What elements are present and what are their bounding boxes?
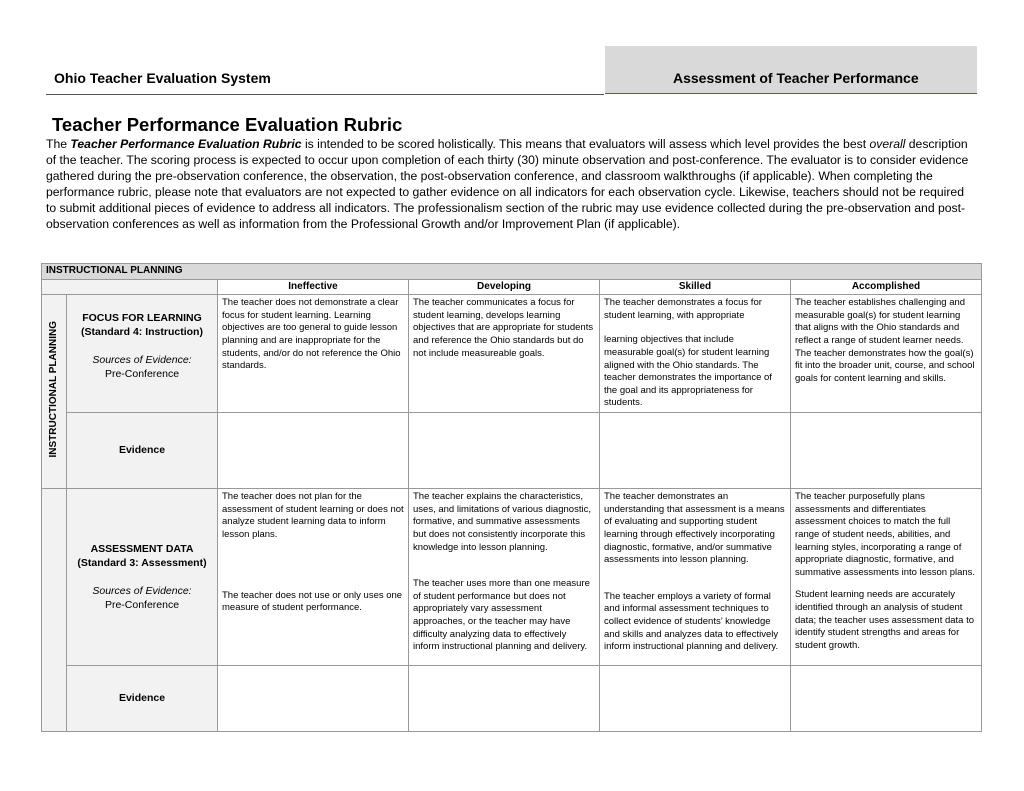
- assessment-accomplished: [791, 489, 982, 666]
- level-ineffective: Ineffective: [218, 279, 409, 295]
- vertical-section-label: [42, 295, 67, 489]
- assessment-ineffective-a: The teacher does not plan for the assessment of student learning or does not analyze student learning data to inform lesson plans.: [222, 491, 404, 540]
- focus-skilled: [600, 295, 791, 413]
- header-right: [605, 46, 977, 94]
- vertical-section-text: INSTRUCTIONAL PLANNING: [47, 321, 59, 458]
- focus-label: [67, 295, 218, 413]
- focus-developing: The teacher communicates a focus for student learning, develops learning objectives that are appropriate for students and reference the Ohio standards but do not include measureable goals.: [409, 295, 600, 413]
- focus-evidence-accomplished[interactable]: [791, 413, 982, 489]
- level-skilled: Skilled: [600, 279, 791, 295]
- vertical-section-label-2: [42, 489, 67, 732]
- assessment-row: [42, 489, 982, 666]
- header-left: [46, 62, 604, 95]
- intro-paragraph: [46, 137, 974, 232]
- page-title: Teacher Performance Evaluation Rubric: [52, 114, 403, 135]
- assessment-ineffective: [218, 489, 409, 666]
- focus-evidence-row: [42, 413, 982, 489]
- intro-text-2: is intended to be scored holistically. This means that evaluators will assess which level provides the best: [301, 137, 870, 151]
- assessment-evidence-developing[interactable]: [409, 666, 600, 732]
- assessment-accomplished-b: Student learning needs are accurately identified through an analysis of student data; the teacher uses assessment data to identify student strengths and areas for student growth.: [795, 589, 975, 651]
- assessment-skilled-a: The teacher demonstrates an understanding that assessment is a means of evaluating and supporting student learning through effectively incorporating diagnostic, formative, and/or summative assessments into lesson planning.: [604, 491, 785, 566]
- assessment-sources-label: Sources of Evidence:: [92, 585, 192, 598]
- assessment-evidence-row: [42, 666, 982, 732]
- focus-row: [42, 295, 982, 413]
- assessment-sources-value: Pre-Conference: [104, 599, 180, 612]
- assessment-standard: (Standard 3: Assessment): [77, 557, 207, 570]
- assessment-accomplished-a: The teacher purposefully plans assessments and differentiates assessment choices to match the full range of student needs, abilities, and learning styles, incorporating a range of appropriate diagnostic, formative, and summative assessments into lesson plans.: [795, 491, 976, 578]
- assessment-evidence-accomplished[interactable]: [791, 666, 982, 732]
- assessment-evidence-label: Evidence: [67, 666, 218, 732]
- intro-overall: overall: [869, 137, 906, 151]
- focus-accomplished: The teacher establishes challenging and measurable goal(s) for student learning that aligns with the Ohio standards and reflect a range of student learner needs. The teacher demonstrates how the goal(s) fit into the broader unit, course, and school goals for content learning and skills.: [791, 295, 982, 413]
- focus-sources-value: Pre-Conference: [104, 368, 180, 381]
- assessment-skilled: [600, 489, 791, 666]
- section-title: INSTRUCTIONAL PLANNING: [42, 264, 982, 280]
- assessment-name: ASSESSMENT DATA: [90, 543, 194, 556]
- focus-name: FOCUS FOR LEARNING: [82, 312, 202, 325]
- assessment-developing-a: The teacher explains the characteristics, uses, and limitations of various diagnostic, formative, and summative assessments but does not consistently incorporate this knowledge into lesson planning.: [413, 491, 591, 553]
- assessment-developing: [409, 489, 600, 666]
- intro-rubric-name: Teacher Performance Evaluation Rubric: [70, 137, 302, 151]
- assessment-title: Assessment of Teacher Performance: [673, 70, 919, 86]
- assessment-skilled-b: The teacher employs a variety of formal and informal assessment techniques to collect evidence of students’ knowledge and skills and analyzes data to effectively inform instructional planning and delivery.: [604, 590, 779, 653]
- focus-ineffective: The teacher does not demonstrate a clear focus for student learning. Learning objectives are too general to guide lesson planning and are inappropriate for the students, and/or do not reference the Ohio standards.: [218, 295, 409, 413]
- focus-skilled-a: The teacher demonstrates a focus for student learning, with appropriate: [604, 297, 762, 321]
- assessment-evidence-skilled[interactable]: [600, 666, 791, 732]
- section-title-row: [42, 264, 982, 280]
- intro-text-3: description of the teacher. The scoring process is expected to occur upon completion of each thirty (30) minute observation and post-conference. The evaluator is to consider evidence gathered during the pre-observation conference, the observation, the post-observation conference, and classroom walkthroughs (if applicable). When completing the performance rubric, please note that evaluators are not expected to gather evidence on all indicators for each observation cycle. Likewise, teachers should not be required to submit additional pieces of evidence to address all indicators. The professionalism section of the rubric may use evidence collected during the pre-observation and post-observation conferences as well as information from the Professional Growth and/or Improvement Plan (if applicable).: [46, 137, 969, 231]
- assessment-evidence-ineffective[interactable]: [218, 666, 409, 732]
- focus-evidence-developing[interactable]: [409, 413, 600, 489]
- rubric-table: [41, 263, 982, 732]
- system-name: Ohio Teacher Evaluation System: [54, 70, 271, 86]
- header-blank: [42, 279, 218, 295]
- intro-text-1: The: [46, 137, 71, 151]
- focus-skilled-b: learning objectives that include measurable goal(s) for student learning aligned with the Ohio standards. The teacher demonstrates the importance of the goal and its appropriateness for students.: [604, 334, 772, 409]
- focus-evidence-skilled[interactable]: [600, 413, 791, 489]
- focus-evidence-label: Evidence: [67, 413, 218, 489]
- focus-standard: (Standard 4: Instruction): [81, 326, 203, 339]
- assessment-label: [67, 489, 218, 666]
- focus-sources-label: Sources of Evidence:: [92, 354, 192, 367]
- assessment-ineffective-b: The teacher does not use or only uses one measure of student performance.: [222, 589, 403, 614]
- levels-header-row: [42, 279, 982, 295]
- level-accomplished: Accomplished: [791, 279, 982, 295]
- level-developing: Developing: [409, 279, 600, 295]
- assessment-developing-b: The teacher uses more than one measure of student performance but does not appropriately vary assessment approaches, or the teacher may have difficulty analyzing data to effectively inform instructional planning and delivery.: [413, 578, 590, 653]
- focus-evidence-ineffective[interactable]: [218, 413, 409, 489]
